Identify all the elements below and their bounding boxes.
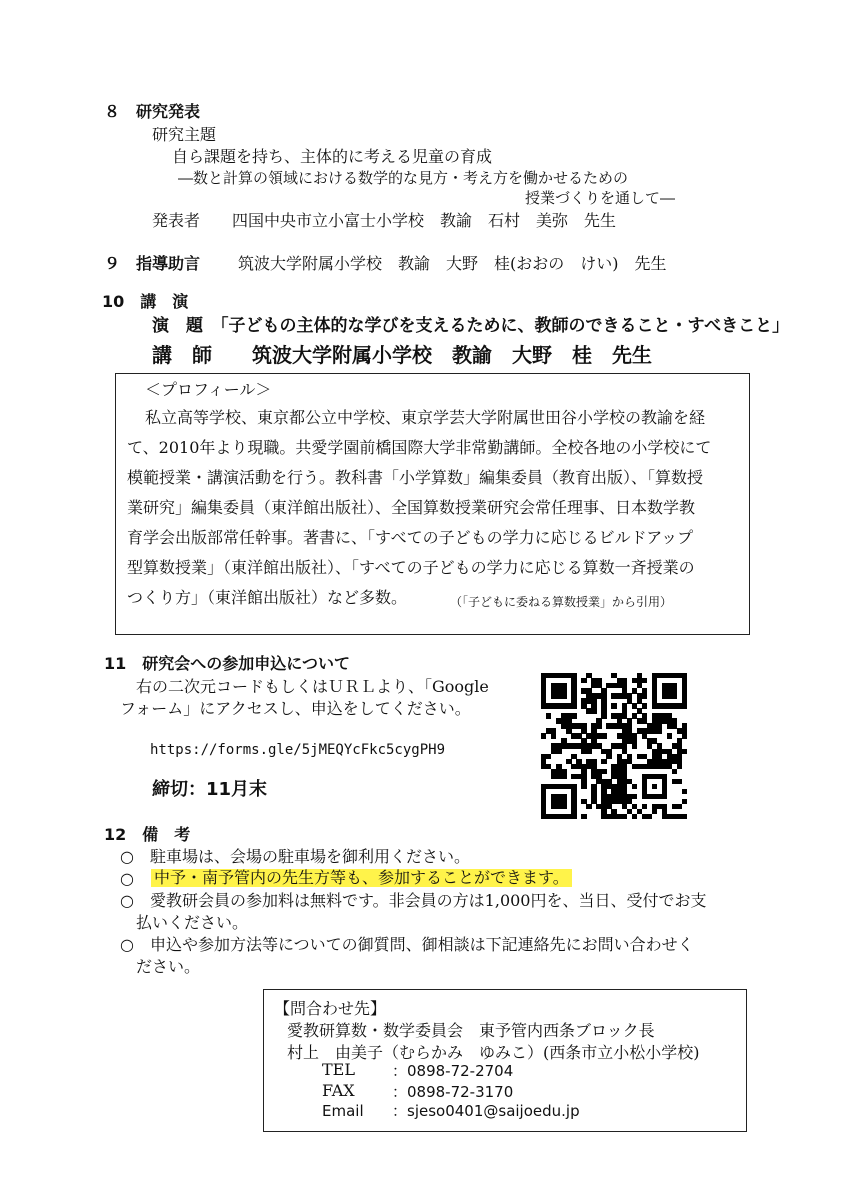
profile-line: 業研究」編集委員（東洋館出版社）、全国算数授業研究会常任理事、日本数学教 — [127, 498, 696, 517]
profile-line: 模範授業・講演活動を行う。教科書「小学算数」編集委員（教育出版）、「算数授 — [127, 468, 704, 487]
qr-module — [581, 678, 586, 683]
contact-person: 村上 由美子（むらかみ ゆみこ）(西条市立小松小学校) — [287, 1043, 700, 1062]
apply-text-1: 右の二次元コードもしくはＵＲＬより、「Google — [136, 677, 489, 696]
tel-label: TEL — [322, 1060, 355, 1079]
lecture-title: 演 題 「子どもの主体的な学びを支えるために、教師のできること・すべきこと」 — [152, 316, 790, 336]
qr-module — [586, 749, 591, 754]
profile-line: て、2010年より現職。共愛学園前橋国際大学非常勤講師。全校各地の小学校にて — [127, 438, 712, 457]
qr-module — [556, 749, 561, 754]
qr-module — [632, 814, 637, 819]
qr-module — [561, 693, 566, 698]
qr-module — [682, 799, 687, 804]
qr-module — [551, 733, 556, 738]
section-11-heading: 11 研究会への参加申込について — [104, 654, 350, 673]
qr-module — [622, 814, 627, 819]
profile-line: 型算数授業」（東洋館出版社）、「すべての子どもの学力に応じる算数一斉授業の — [127, 558, 695, 577]
qr-module — [672, 769, 677, 774]
contact-org: 愛教研算数・数学委員会 東予管内西条ブロック長 — [287, 1021, 655, 1040]
qr-module — [682, 703, 687, 708]
section-8-heading: ８ 研究発表 — [104, 102, 201, 121]
qr-module — [586, 804, 591, 809]
qr-module — [596, 723, 601, 728]
research-theme-main: 自ら課題を持ち、主体的に考える児童の育成 — [172, 147, 493, 166]
section-12-heading: 12 備 考 — [104, 825, 191, 844]
qr-module — [561, 804, 566, 809]
qr-module — [677, 804, 682, 809]
qr-module — [647, 814, 652, 819]
research-theme-sub1: ―数と計算の領域における数学的な見方・考え方を働かせるための — [178, 169, 629, 187]
qr-module — [652, 809, 657, 814]
qr-module — [652, 784, 657, 789]
advisor-line: 筑波大学附属小学校 教諭 大野 桂(おおの けい) 先生 — [238, 254, 667, 273]
qr-module — [601, 769, 606, 774]
note-item: ○ 愛教研会員の参加料は無料です。非会員の方は1,000円を、当日、受付でお支 — [120, 891, 707, 910]
deadline: 締切：11月末 — [152, 779, 268, 800]
research-theme-label: 研究主題 — [152, 125, 217, 144]
qr-module — [642, 804, 647, 809]
qr-module — [571, 814, 576, 819]
section-10-heading: 10 講 演 — [102, 292, 189, 311]
qr-module — [546, 754, 551, 759]
tel-value: ：0898-72-2704 — [392, 1062, 514, 1080]
email-link[interactable]: ：sjeso0401@saijoedu.jp — [392, 1102, 580, 1120]
apply-text-2: フォーム」にアクセスし、申込をしてください。 — [120, 699, 471, 718]
qr-module — [581, 814, 586, 819]
note-item-bullet: ○ — [120, 869, 150, 888]
contact-heading: 【問合わせ先】 — [274, 999, 387, 1018]
note-item: ○ 駐車場は、会場の駐車場を御利用ください。 — [120, 847, 470, 866]
presenter-line: 発表者 四国中央市立小富士小学校 教諭 石村 美弥 先生 — [152, 211, 617, 230]
qr-module — [632, 794, 637, 799]
qr-module — [662, 794, 667, 799]
qr-module — [642, 703, 647, 708]
qr-module — [546, 713, 551, 718]
qr-module — [667, 733, 672, 738]
qr-code-icon[interactable] — [541, 673, 687, 819]
form-url-link[interactable]: https://forms.gle/5jMEQYcFkc5cygPH9 — [150, 742, 446, 758]
profile-citation: （「子どもに委ねる算数授業」から引用） — [450, 595, 673, 609]
note-item: ○ 申込や参加方法等についての御質問、御相談は下記連絡先にお問い合わせく — [120, 935, 694, 954]
qr-module — [657, 728, 662, 733]
qr-module — [571, 703, 576, 708]
qr-module — [682, 733, 687, 738]
qr-module — [632, 743, 637, 748]
qr-module — [632, 784, 637, 789]
qr-module — [642, 678, 647, 683]
qr-module — [682, 749, 687, 754]
qr-module — [682, 814, 687, 819]
note-item-highlighted: 中予・南予管内の先生方等も、参加することができます。 — [151, 869, 572, 887]
qr-module — [601, 713, 606, 718]
fax-value: ：0898-72-3170 — [392, 1083, 514, 1101]
profile-line: つくり方」（東洋館出版社）など多数。 — [127, 588, 408, 607]
profile-label: ＜プロフィール＞ — [145, 380, 272, 399]
qr-module — [541, 733, 546, 738]
qr-module — [581, 784, 586, 789]
section-9-heading: ９ 指導助言 — [104, 254, 201, 273]
qr-module — [601, 759, 606, 764]
note-item-cont: 払いください。 — [136, 913, 249, 932]
email-label: Email — [322, 1102, 364, 1120]
qr-module — [591, 708, 596, 713]
qr-module — [682, 789, 687, 794]
qr-module — [611, 703, 616, 708]
qr-module — [561, 774, 566, 779]
note-item-cont: ださい。 — [136, 957, 201, 976]
qr-module — [571, 713, 576, 718]
qr-module — [601, 733, 606, 738]
qr-module — [642, 693, 647, 698]
qr-module — [606, 754, 611, 759]
lecturer-line: 講 師 筑波大学附属小学校 教諭 大野 桂 先生 — [152, 343, 652, 367]
qr-module — [677, 779, 682, 784]
profile-line: 育学会出版部常任幹事。著書に、「すべての子どもの学力に応じるビルドアップ — [127, 528, 694, 547]
fax-label: FAX — [322, 1081, 355, 1100]
research-theme-sub2: 授業づくりを通して― — [525, 189, 676, 207]
qr-module — [677, 764, 682, 769]
profile-line: 私立高等学校、東京都公立中学校、東京学芸大学附属世田谷小学校の教諭を経 — [145, 408, 706, 427]
qr-module — [672, 693, 677, 698]
